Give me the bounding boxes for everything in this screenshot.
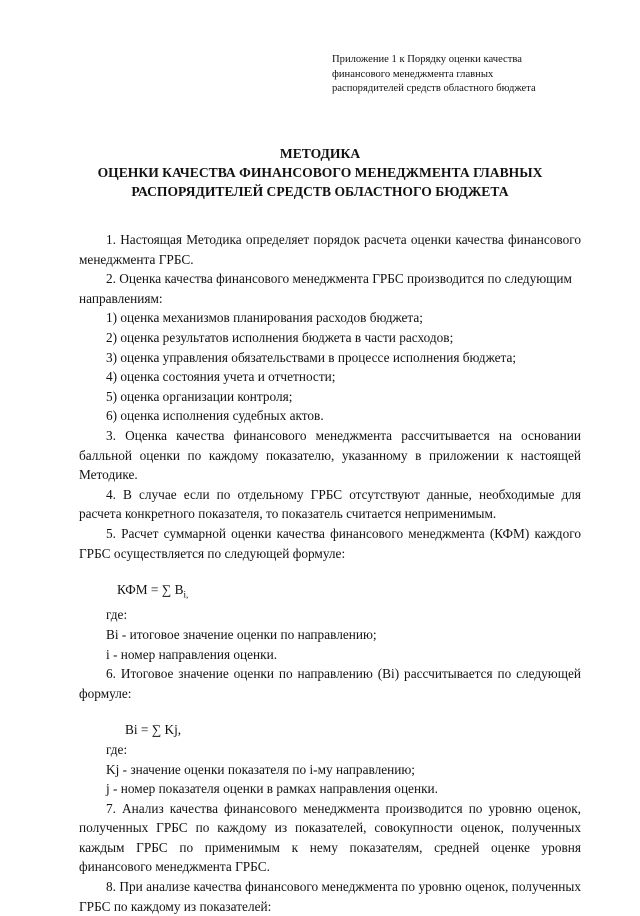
title-line-3: РАСПОРЯДИТЕЛЕЙ СРЕДСТВ ОБЛАСТНОГО БЮДЖЕТА [131,184,509,199]
title-line-2: ОЦЕНКИ КАЧЕСТВА ФИНАНСОВОГО МЕНЕДЖМЕНТА ГЛАВНЫХ [97,165,543,180]
formula-kfm-subscript: i, [183,589,189,600]
document-body [79,230,581,916]
paragraph-1: 1. Настоящая Методика определяет порядок расчета оценки качества финансового менеджмента ГРБС. [79,232,581,267]
paragraph-8: 8. При анализе качества финансового менеджмента по уровню оценок, полученных ГРБС по каждому из показателей: [79,879,581,914]
paragraph-3: 3. Оценка качества финансового менеджмента рассчитывается на основании балльной оценки по каждому показателю, указанному в приложении к настоящей Методике. [79,427,581,483]
list-item: 5) оценка организации контроля; [106,388,293,404]
title-line-1: МЕТОДИКА [279,146,361,161]
appendix-line-2: финансового менеджмента главных [332,68,494,80]
formula-kfm-main: КФМ = ∑ B [117,582,184,598]
appendix-line-3: распорядителей средств областного бюджета [332,83,536,94]
where-label-1: где: [106,607,128,623]
definition-kj: Kj - значение оценки показателя по i-му направлению; [106,761,415,777]
paragraph-2: 2. Оценка качества финансового менеджмента ГРБС производится по следующим направлениям: [79,271,572,306]
definition-j: j - номер показателя оценки в рамках направления оценки. [106,781,438,797]
list-item: 3) оценка управления обязательствами в процессе исполнения бюджета; [106,349,517,365]
where-label-2: где: [106,741,128,757]
definition-i: i - номер направления оценки. [106,646,278,662]
spacer [79,563,581,580]
definition-bi: Bi - итоговое значение оценки по направлению; [106,626,377,642]
formula-kfm [79,580,581,605]
list-item: 6) оценка исполнения судебных актов. [106,408,324,424]
paragraph-5: 5. Расчет суммарной оценки качества финансового менеджмента (КФМ) каждого ГРБС осуществляется по следующей формуле: [79,525,581,561]
appendix-line-1: Приложение 1 к Порядку оценки качества [332,54,522,65]
list-item: 2) оценка результатов исполнения бюджета в части расходов; [106,329,454,345]
list-item: 4) оценка состояния учета и отчетности; [106,369,336,385]
list-item: 1) оценка механизмов планирования расходов бюджета; [106,310,423,326]
formula-bi: Bi = ∑ Kj, [125,722,182,738]
document-title [60,144,580,201]
appendix-note [332,53,622,97]
paragraph-7: 7. Анализ качества финансового менеджмента производится по уровню оценок, полученных ГРБС по каждому из показателей, совокупности оценок, полученных каждым ГРБС по применимым к нему показателям, средней оценке уровня финансового менеджмента ГРБС. [79,800,581,875]
paragraph-6: 6. Итоговое значение оценки по направлению (Bi) рассчитывается по следующей формуле: [79,666,581,701]
paragraph-4: 4. В случае если по отдельному ГРБС отсутствуют данные, необходимые для расчета конкретного показателя, то показатель считается неприменимым. [79,486,581,522]
spacer [79,703,581,720]
